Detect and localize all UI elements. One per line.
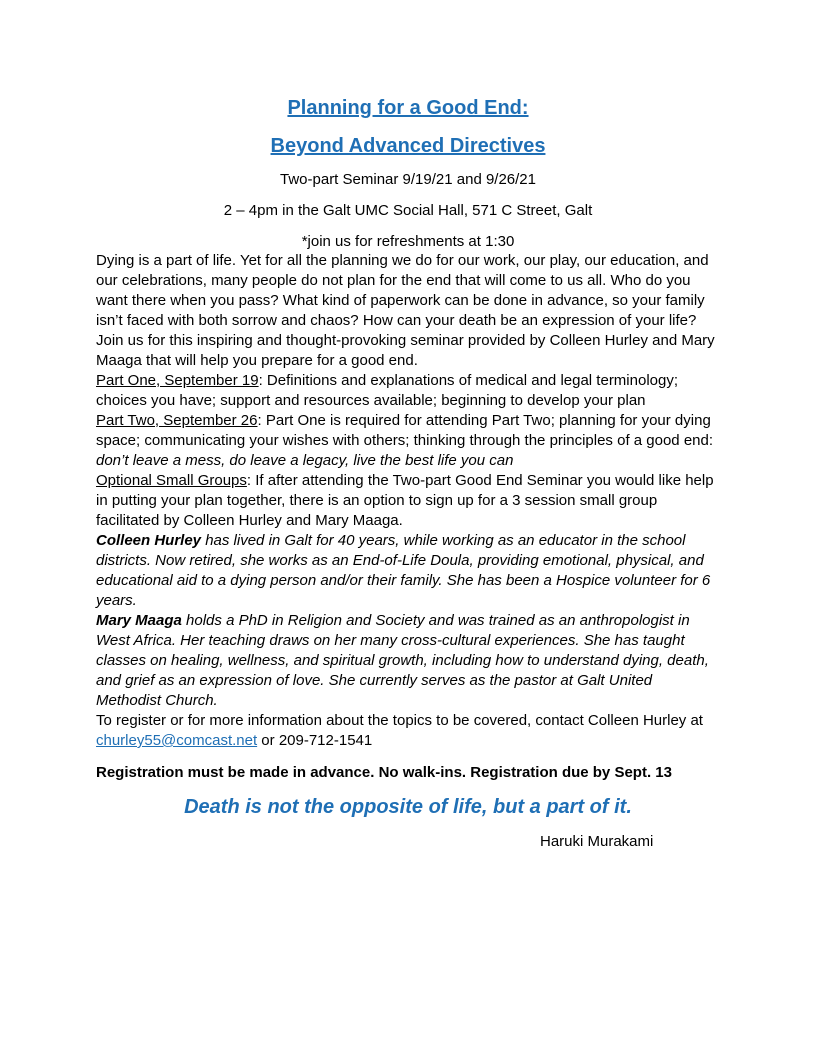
seminar-dates: Two-part Seminar 9/19/21 and 9/26/21 — [280, 171, 536, 188]
page-title: Planning for a Good End: — [287, 97, 529, 119]
part-two-paragraph — [96, 411, 720, 471]
refreshments-note: *join us for refreshments at 1:30 — [301, 233, 515, 250]
bio-mary-text: holds a PhD in Religion and Society and was trained as an anthropologist in West Africa. Her teaching draws on her many cross-cultural experiences. She has taught classes on healing, wellness, and spiritual growth, including how to understand dying, death, and grief as an expression of love. She currently serves as the pastor at Galt United Methodist Church. — [96, 612, 709, 709]
bio-colleen — [96, 531, 720, 611]
optional-groups-label: Optional Small Groups — [96, 472, 247, 489]
bio-colleen-name: Colleen Hurley — [96, 532, 202, 549]
contact-text-before: To register or for more information about the topics to be covered, contact Colleen Hurley at — [96, 712, 703, 729]
intro-paragraph: Dying is a part of life. Yet for all the planning we do for our work, our play, our education, and our celebrations, many people do not plan for the end that will come to us all. Who do you want there when you pass? What kind of paperwork can be done in advance, so your family isn’t faced with both sorrow and chaos? How can your death be an expression of your life? Join us for this inspiring and thought-provoking seminar provided by Colleen Hurley and Mary Maaga that will help you prepare for a good end. — [96, 252, 715, 369]
time-location: 2 – 4pm in the Galt UMC Social Hall, 571 C Street, Galt — [223, 202, 593, 219]
flyer-page — [96, 96, 720, 851]
part-one-label: Part One, September 19 — [96, 372, 259, 389]
optional-groups-paragraph — [96, 471, 720, 531]
registration-notice: Registration must be made in advance. No walk-ins. Registration due by Sept. 13 — [96, 764, 672, 781]
contact-text-after: or 209-712-1541 — [257, 732, 373, 749]
page-subtitle: Beyond Advanced Directives — [270, 135, 546, 157]
part-two-text: : Part One is required for attending Part Two; planning for your dying space; communicating your wishes with others; thinking through the principles of a good end: — [96, 412, 714, 449]
part-two-principles: don’t leave a mess, do leave a legacy, live the best life you can — [96, 452, 514, 469]
quote-author: Haruki Murakami — [540, 833, 654, 850]
contact-paragraph — [96, 711, 720, 751]
bio-colleen-text: has lived in Galt for 40 years, while working as an educator in the school districts. Now retired, she works as an End-of-Life Doula, providing emotional, physical, and educational aid to a dying person and/or their family. She has been a Hospice volunteer for 6 years. — [96, 532, 711, 609]
email-link[interactable]: churley55@comcast.net — [96, 732, 258, 749]
closing-quote: Death is not the opposite of life, but a part of it. — [184, 796, 632, 818]
bio-mary-name: Mary Maaga — [96, 612, 182, 629]
optional-groups-text: : If after attending the Two-part Good End Seminar you would like help in putting your plan together, there is an option to sign up for a 3 session small group facilitated by Colleen Hurley and Mary Maaga. — [96, 472, 714, 529]
part-one-paragraph — [96, 371, 720, 411]
part-two-label: Part Two, September 26 — [96, 412, 258, 429]
bio-mary — [96, 611, 720, 711]
part-one-text: : Definitions and explanations of medical and legal terminology; choices you have; support and resources available; beginning to develop your plan — [96, 372, 679, 409]
